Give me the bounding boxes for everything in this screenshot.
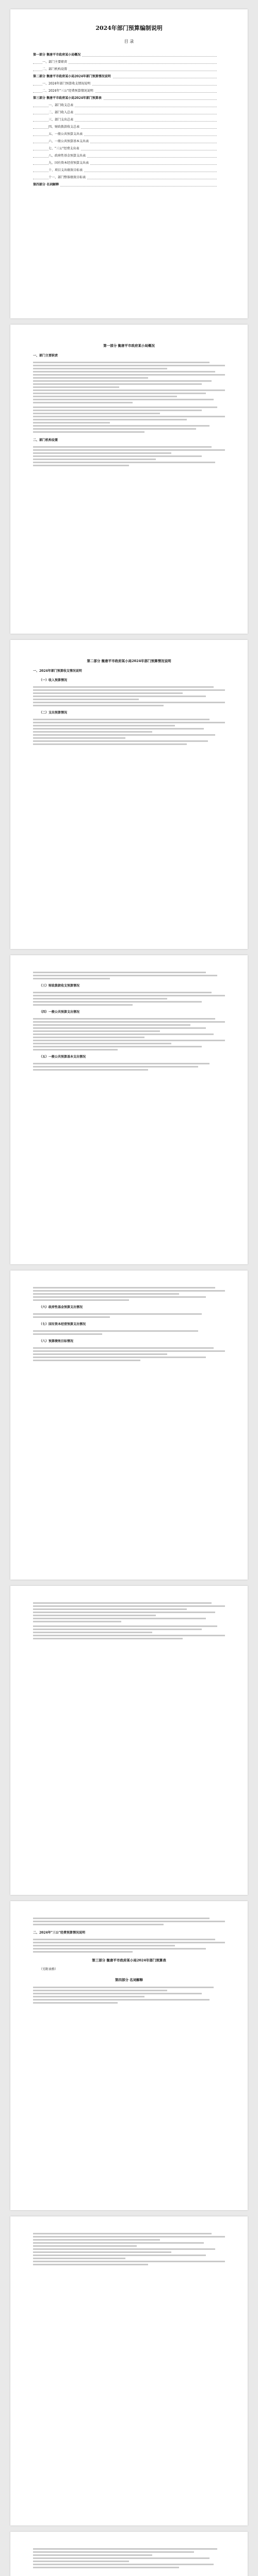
subsection-heading: 二、2024年"三公"经费预算情况说明	[33, 1931, 85, 1935]
toc-entry[interactable]: 十、项目支出绩效目标表	[33, 167, 225, 174]
toc-entry[interactable]: 十一、部门整体绩效目标表	[33, 174, 225, 181]
subsection-heading: （八）预算绩效目标情况	[39, 1340, 74, 1343]
subsection-heading: （七）国有资本经营预算支出情况	[39, 1323, 86, 1326]
toc-title: 目 录	[124, 39, 134, 44]
text-block	[33, 1313, 225, 1318]
page-4	[10, 955, 248, 1264]
text-block	[33, 1347, 225, 1361]
text-block	[33, 1625, 225, 1639]
toc-entry[interactable]: 六、一般公共预算基本支出表	[33, 138, 225, 145]
page-3	[10, 640, 248, 949]
text-block	[33, 1987, 225, 2004]
page-6	[10, 1586, 248, 1895]
page-9	[10, 2532, 248, 2576]
document-title: 2024年部门预算编制说明	[95, 25, 163, 31]
text-block	[33, 446, 225, 466]
page-2	[10, 325, 248, 634]
toc-entry[interactable]: 二、部门收入总表	[33, 109, 225, 116]
toc-entry[interactable]: 一、部门主要职责	[33, 59, 225, 66]
page-7	[10, 1901, 248, 2210]
page-5	[10, 1270, 248, 1580]
page-1	[10, 9, 248, 318]
text-block	[33, 1287, 225, 1301]
subsection-heading: （六）政府性基金预算支出情况	[39, 1306, 83, 1309]
section-heading: 第三部分 衡唐平市政府某小局2024年部门预算表	[92, 1958, 166, 1962]
toc-entry[interactable]: 第四部分 名词解释	[33, 181, 225, 189]
text-block	[33, 719, 225, 745]
toc-entry[interactable]: 二、部门机构设置	[33, 66, 225, 73]
text-block	[33, 1330, 225, 1335]
subsection-heading: （三）财政拨款收支预算情况	[39, 984, 80, 988]
text-block	[33, 362, 225, 403]
section-heading: 第四部分 名词解释	[115, 1978, 143, 1982]
text-block	[33, 1602, 225, 1622]
toc-entry[interactable]: 三、部门支出总表	[33, 116, 225, 124]
text-block	[33, 1939, 225, 1953]
subsection-heading: 一、部门主要职责	[33, 354, 58, 358]
text-block	[33, 992, 225, 1006]
toc-entry[interactable]: 一、2024年部门预算收支情况说明	[33, 80, 225, 88]
page-8	[10, 2216, 248, 2526]
text-block	[33, 686, 225, 706]
text-block	[33, 2548, 225, 2568]
toc-entry[interactable]: 第二部分 衡唐平市政府某小局2024年部门预算情况说明	[33, 73, 225, 80]
section-heading: 第一部分 衡唐平市政府某小局概况	[103, 344, 155, 348]
text-block	[33, 972, 225, 979]
subsection-heading: （五）一般公共预算基本支出情况	[39, 1055, 86, 1059]
subsection-heading: 二、部门机构设置	[33, 438, 58, 442]
subsection-heading: （一）收入预算情况	[39, 679, 68, 682]
toc-entry[interactable]: 九、国有资本经营预算支出表	[33, 160, 225, 167]
subsection-heading: 一、2024年部门预算收支情况说明	[33, 669, 82, 673]
toc-entry[interactable]: 五、一般公共预算支出表	[33, 131, 225, 138]
toc-entry[interactable]: 八、政府性基金预算支出表	[33, 152, 225, 160]
toc-entry[interactable]: 七、"三公"经费支出表	[33, 145, 225, 152]
toc-entry[interactable]: 第三部分 衡唐平市政府某小局2024年部门预算表	[33, 95, 225, 102]
table-note: （另附表格）	[39, 1968, 58, 1971]
text-block	[33, 1063, 225, 1071]
subsection-heading: （四）一般公共预算支出情况	[39, 1010, 80, 1014]
text-block	[33, 1018, 225, 1050]
text-block	[33, 406, 225, 433]
text-block	[33, 1918, 225, 1925]
toc-entry[interactable]: 第一部分 衡唐平市政府某小局概况	[33, 52, 225, 59]
toc-entry[interactable]: 二、2024年"三公"经费预算情况说明	[33, 88, 225, 95]
toc-entry[interactable]: 四、财政拨款收支总表	[33, 124, 225, 131]
subsection-heading: （二）支出预算情况	[39, 711, 68, 715]
toc-entry[interactable]: 一、部门收支总表	[33, 102, 225, 109]
section-heading: 第二部分 衡唐平市政府某小局2024年部门预算情况说明	[87, 659, 171, 663]
text-block	[33, 2233, 225, 2265]
